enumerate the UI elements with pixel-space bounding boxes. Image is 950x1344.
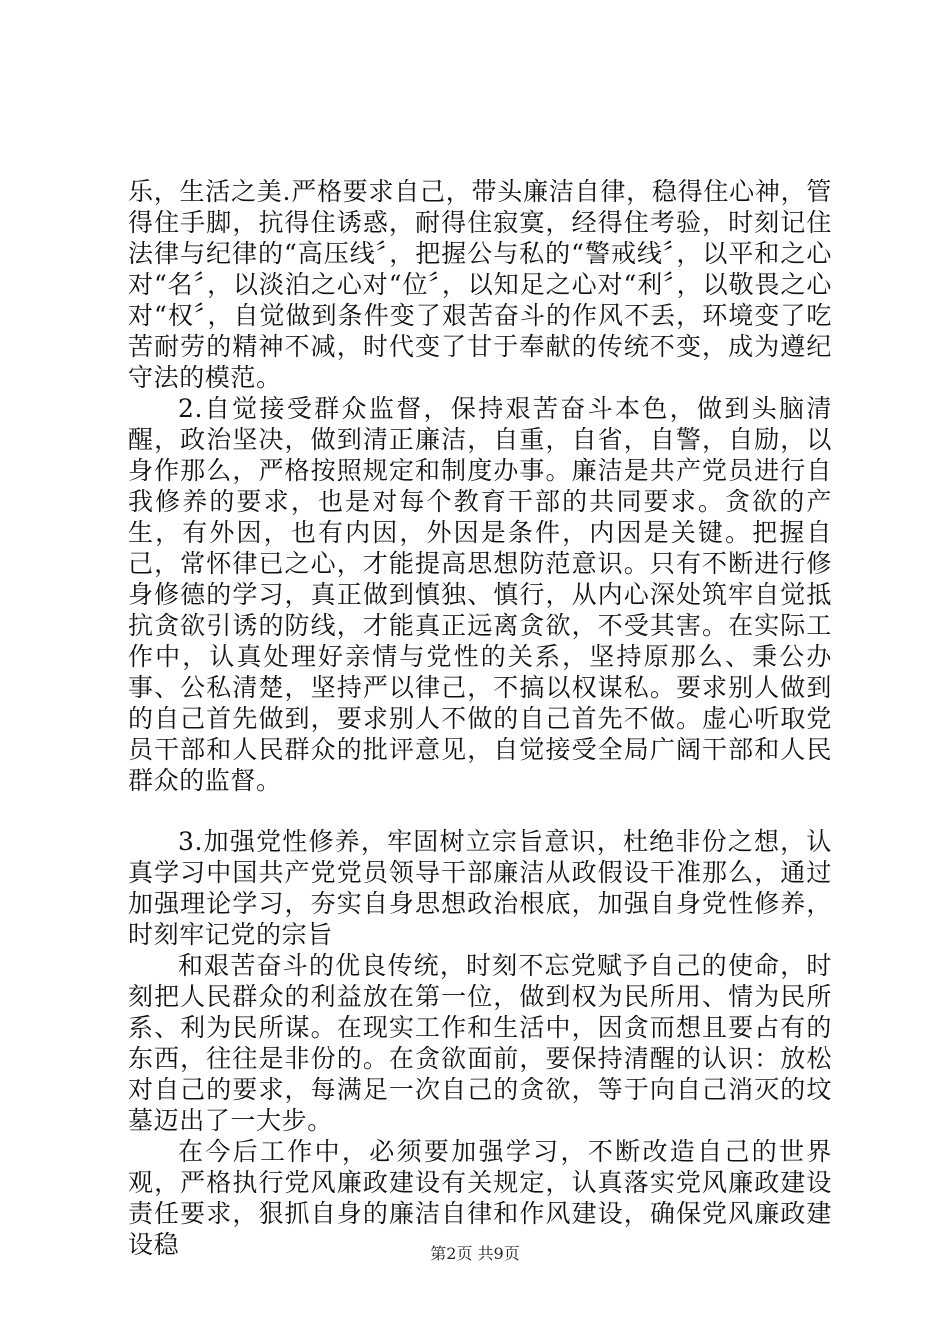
paragraph-item-3-continued: 和艰苦奋斗的优良传统，时刻不忘党赋予自己的使命，时刻把人民群众的利益放在第一位，做到权为民所用、情为民所系、利为民所谋。在现实工作和生活中，因贪而想且要占有的东西，往往是非份的。在贪欲面前，要保持清醒的认识：放松对自己的要求，每满足一次自己的贪欲，等于向自己消灭的坟墓迈出了一大步。 xyxy=(128,951,832,1135)
document-body xyxy=(128,176,832,1260)
paragraph-item-3: 3.加强党性修养，牢固树立宗旨意识，杜绝非份之想，认真学习中国共产党党员领导干部廉洁从政假设干准那么，通过加强理论学习，夯实自身思想政治根底，加强自身党性修养，时刻牢记党的宗旨 xyxy=(128,827,832,949)
page-number-footer: 第2页 共9页 xyxy=(430,1244,520,1263)
paragraph-gap xyxy=(128,796,832,826)
paragraph-item-2: 2.自觉接受群众监督，保持艰苦奋斗本色，做到头脑清醒，政治坚决，做到清正廉洁，自重，自省，自警，自励，以身作那么，严格按照规定和制度办事。廉洁是共产党员进行自我修养的要求，也是对每个教育干部的共同要求。贪欲的产生，有外因，也有内因，外因是条件，内因是关键。把握自己，常怀律已之心，才能提高思想防范意识。只有不断进行修身修德的学习，真正做到慎独、慎行，从内心深处筑牢自觉抵抗贪欲引诱的防线，才能真正远离贪欲，不受其害。在实际工作中，认真处理好亲情与党性的关系，坚持原那么、秉公办事、公私清楚，坚持严以律己，不搞以权谋私。要求别人做到的自己首先做到，要求别人不做的自己首先不做。虚心听取党员干部和人民群众的批评意见，自觉接受全局广阔干部和人民群众的监督。 xyxy=(128,394,832,795)
paragraph-continuation: 乐，生活之美.严格要求自己，带头廉洁自律，稳得住心神，管得住手脚，抗得住诱惑，耐得住寂寞，经得住考验，时刻记住法律与纪律的“高压线〞，把握公与私的“警戒线〞，以平和之心对“名〞，以淡泊之心对“位〞，以知足之心对“利〞，以敬畏之心对“权〞，自觉做到条件变了艰苦奋斗的作风不丢，环境变了吃苦耐劳的精神不减，时代变了甘于奉献的传统不变，成为遵纪守法的模范。 xyxy=(128,177,832,392)
paragraph-closing: 在今后工作中，必须要加强学习，不断改造自己的世界观，严格执行党风廉政建设有关规定，认真落实党风廉政建设责任要求，狠抓自身的廉洁自律和作风建设，确保党风廉政建设稳 xyxy=(128,1137,832,1259)
